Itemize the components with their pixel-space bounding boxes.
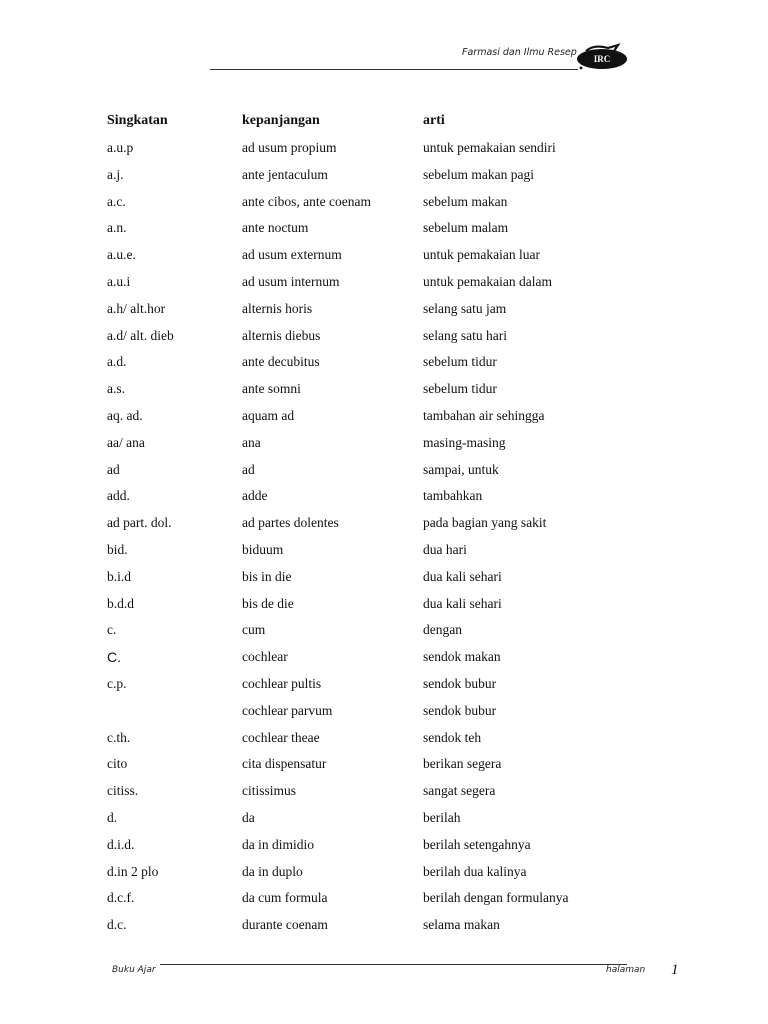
expansion-cell: cita dispensatur xyxy=(242,756,327,772)
abbreviation-cell: citiss. xyxy=(107,783,139,799)
abbreviation-cell: ad xyxy=(107,461,120,477)
table-row xyxy=(107,912,667,939)
meaning-cell: sebelum makan pagi xyxy=(423,166,534,182)
footer-book-label: Buku Ajar xyxy=(112,965,156,975)
table-row xyxy=(107,135,667,162)
table-row xyxy=(107,296,667,323)
meaning-cell: sendok bubur xyxy=(423,702,497,718)
meaning-cell: dengan xyxy=(423,622,462,638)
expansion-cell: bis de die xyxy=(242,595,294,611)
table-row xyxy=(107,510,667,537)
abbreviation-cell: d.c.f. xyxy=(107,890,135,906)
expansion-cell: bis in die xyxy=(242,568,292,584)
abbreviation-cell: a.s. xyxy=(107,381,125,397)
table-row xyxy=(107,189,667,216)
abbreviation-cell: cito xyxy=(107,756,128,772)
expansion-cell: ante noctum xyxy=(242,220,309,236)
expansion-cell: ana xyxy=(242,434,261,450)
expansion-cell: da in duplo xyxy=(242,863,303,879)
table-row xyxy=(107,537,667,564)
expansion-cell: ad usum propium xyxy=(242,140,337,155)
abbreviation-cell: a.u.i xyxy=(107,273,131,289)
table-row xyxy=(107,162,667,189)
meaning-cell: selang satu jam xyxy=(423,300,507,316)
table-row xyxy=(107,859,667,886)
meaning-cell: sendok makan xyxy=(423,649,501,665)
footer-rule xyxy=(160,964,627,965)
meaning-cell: berilah xyxy=(423,809,461,825)
header-rule xyxy=(210,69,578,70)
meaning-cell: sebelum malam xyxy=(423,220,509,236)
expansion-cell: durante coenam xyxy=(242,917,328,933)
table-row xyxy=(107,832,667,859)
abbreviation-cell: a.n. xyxy=(107,220,127,236)
abbreviation-cell: b.i.d xyxy=(107,568,132,584)
abbreviation-cell: ad part. dol. xyxy=(107,515,172,531)
table-row xyxy=(107,376,667,403)
expansion-cell: da cum formula xyxy=(242,890,328,906)
expansion-cell: ad usum externum xyxy=(242,247,342,263)
expansion-cell: alternis diebus xyxy=(242,327,321,343)
header-arti: arti xyxy=(423,113,445,128)
table-row xyxy=(107,430,667,457)
abbreviation-cell: a.d. xyxy=(107,354,127,370)
table-header-row xyxy=(107,106,667,135)
meaning-cell: berikan segera xyxy=(423,756,502,772)
table-row xyxy=(107,698,667,725)
expansion-cell: da in dimidio xyxy=(242,836,314,852)
expansion-cell: ad usum internum xyxy=(242,273,340,289)
expansion-cell: cochlear parvum xyxy=(242,702,333,718)
abbreviation-cell: a.u.p xyxy=(107,140,134,155)
table-row xyxy=(107,644,667,671)
meaning-cell: sebelum tidur xyxy=(423,354,497,370)
table-row xyxy=(107,885,667,912)
meaning-cell: untuk pemakaian sendiri xyxy=(423,140,556,155)
expansion-cell: ante somni xyxy=(242,381,301,397)
abbreviation-cell: d.i.d. xyxy=(107,836,135,852)
table-row xyxy=(107,323,667,350)
meaning-cell: untuk pemakaian luar xyxy=(423,247,540,263)
meaning-cell: pada bagian yang sakit xyxy=(423,515,547,531)
expansion-cell: cochlear theae xyxy=(242,729,320,745)
meaning-cell: berilah dua kalinya xyxy=(423,863,527,879)
table-row xyxy=(107,617,667,644)
meaning-cell: selama makan xyxy=(423,917,500,933)
table-row xyxy=(107,805,667,832)
meaning-cell: berilah dengan formulanya xyxy=(423,890,569,906)
meaning-cell: sendok bubur xyxy=(423,675,497,691)
expansion-cell: cochlear xyxy=(242,649,288,665)
header-singkatan: Singkatan xyxy=(107,113,168,128)
table-row xyxy=(107,242,667,269)
header-title: Farmasi dan Ilmu Resep xyxy=(462,47,577,58)
expansion-cell: aquam ad xyxy=(242,407,295,423)
abbreviation-cell: d. xyxy=(107,809,118,825)
abbreviation-cell: a.c. xyxy=(107,193,126,209)
abbreviation-cell: a.h/ alt.hor xyxy=(107,300,166,316)
meaning-cell: sebelum tidur xyxy=(423,381,497,397)
table-row xyxy=(107,725,667,752)
table-row xyxy=(107,215,667,242)
table-row xyxy=(107,403,667,430)
meaning-cell: untuk pemakaian dalam xyxy=(423,273,552,289)
abbreviation-table xyxy=(107,106,667,939)
abbreviation-cell: b.d.d xyxy=(107,595,134,611)
page-number: 1 xyxy=(671,962,679,978)
header-kepanjangan: kepanjangan xyxy=(242,113,320,128)
expansion-cell: ante decubitus xyxy=(242,354,320,370)
table-row xyxy=(107,269,667,296)
table-row xyxy=(107,671,667,698)
table-row xyxy=(107,591,667,618)
expansion-cell: ad partes dolentes xyxy=(242,515,339,531)
meaning-cell: dua kali sehari xyxy=(423,568,502,584)
expansion-cell: da xyxy=(242,809,255,825)
expansion-cell: cochlear pultis xyxy=(242,675,322,691)
abbreviation-cell: a.d/ alt. dieb xyxy=(107,327,174,343)
meaning-cell: sangat segera xyxy=(423,783,496,799)
table-row xyxy=(107,564,667,591)
expansion-cell: adde xyxy=(242,488,268,504)
abbreviation-cell: C. xyxy=(107,649,121,666)
abbreviation-cell: d.c. xyxy=(107,917,127,933)
meaning-cell: masing-masing xyxy=(423,434,506,450)
abbreviation-cell: bid. xyxy=(107,541,128,557)
abbreviation-cell: d.in 2 plo xyxy=(107,863,159,879)
expansion-cell: ante cibos, ante coenam xyxy=(242,193,371,209)
meaning-cell: sampai, untuk xyxy=(423,461,499,477)
meaning-cell: dua hari xyxy=(423,541,467,557)
svg-text:IRC: IRC xyxy=(593,54,611,64)
expansion-cell: biduum xyxy=(242,541,284,557)
expansion-cell: cum xyxy=(242,622,266,638)
expansion-cell: alternis horis xyxy=(242,300,313,316)
expansion-cell: citissimus xyxy=(242,783,297,799)
abbreviation-cell: c. xyxy=(107,622,117,638)
abbreviation-cell: aq. ad. xyxy=(107,407,143,423)
abbreviation-cell: aa/ ana xyxy=(107,434,145,450)
expansion-cell: ante jentaculum xyxy=(242,166,328,182)
table-row xyxy=(107,751,667,778)
meaning-cell: dua kali sehari xyxy=(423,595,502,611)
abbreviation-cell: c.th. xyxy=(107,729,131,745)
footer-page-label: halaman xyxy=(606,965,646,975)
abbreviation-cell: a.j. xyxy=(107,166,124,182)
publisher-logo xyxy=(574,42,630,72)
table-row xyxy=(107,778,667,805)
meaning-cell: tambahan air sehingga xyxy=(423,407,545,423)
meaning-cell: sendok teh xyxy=(423,729,482,745)
abbreviation-cell: c.p. xyxy=(107,675,127,691)
table-row xyxy=(107,483,667,510)
abbreviation-cell: add. xyxy=(107,488,130,504)
expansion-cell: ad xyxy=(242,461,255,477)
abbreviation-cell: a.u.e. xyxy=(107,247,136,263)
meaning-cell: sebelum makan xyxy=(423,193,508,209)
meaning-cell: tambahkan xyxy=(423,488,483,504)
table-row xyxy=(107,349,667,376)
meaning-cell: berilah setengahnya xyxy=(423,836,531,852)
meaning-cell: selang satu hari xyxy=(423,327,507,343)
table-row xyxy=(107,457,667,484)
